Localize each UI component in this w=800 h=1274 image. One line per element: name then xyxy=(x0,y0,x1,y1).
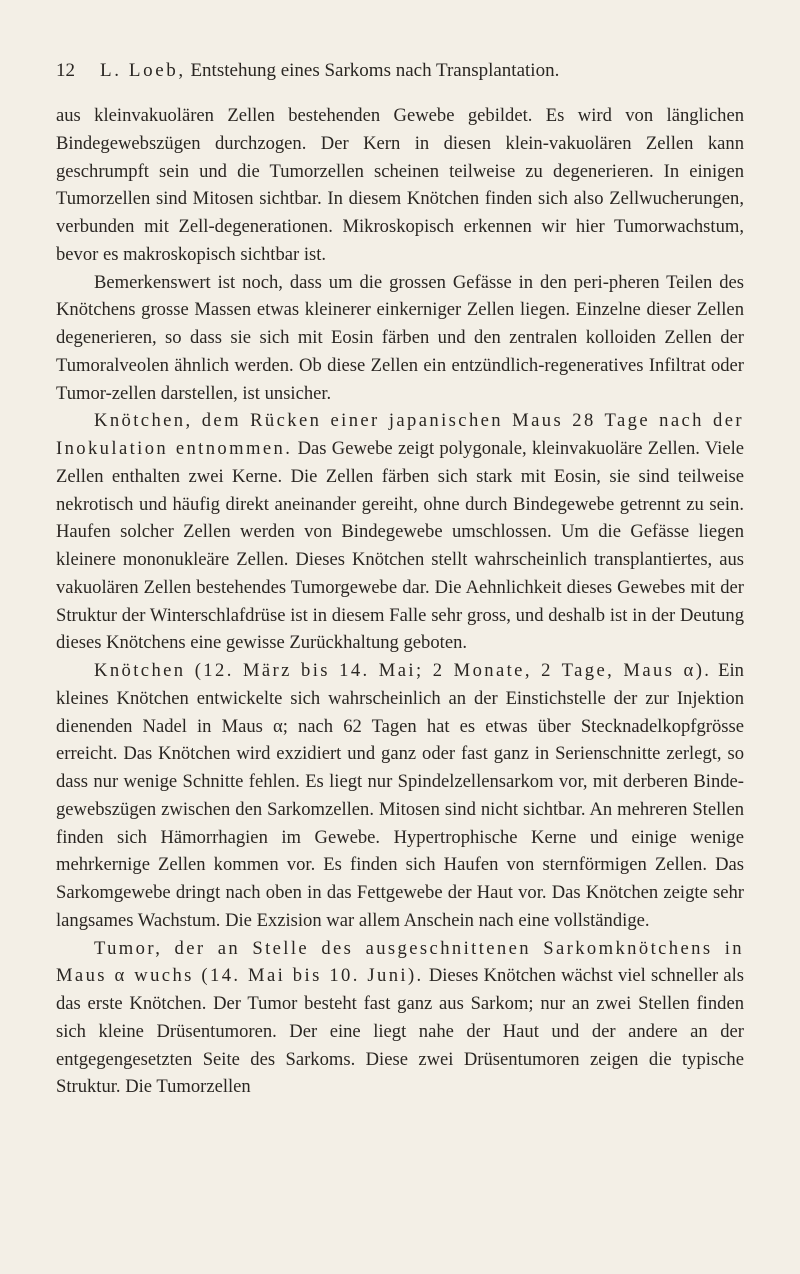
paragraph-text: aus kleinvakuolären Zellen bestehenden Gewebe gebildet. Es wird von länglichen Bindegewebszügen durchzogen. Der Kern in diesen klein-vakuolären Zellen kann geschrumpft sein und die Tumorzellen scheinen teilweise zu degenerieren. In einigen Tumorzellen sind Mitosen sichtbar. In diesem Knötchen finden sich also Zellwucherungen, verbunden mit Zell-degenerationen. Mikroskopisch erkennen wir hier Tumorwachstum, bevor es makroskopisch sichtbar ist. xyxy=(56,105,744,265)
paragraph-lead: Knötchen (12. März bis 14. Mai; 2 Monate, 2 Tage, Maus α). xyxy=(94,660,712,681)
paragraph-2 xyxy=(56,269,744,408)
running-title xyxy=(100,58,744,84)
article-title: Entstehung eines Sarkoms nach Transplantation. xyxy=(190,60,560,81)
paragraph-text: Das Gewebe zeigt polygonale, kleinvakuoläre Zellen. Viele Zellen enthalten zwei Kerne. Die Zellen färben sich stark mit Eosin, sie sind teilweise nekrotisch und häufig direkt aneinander gereiht, ohne durch Bindegewebe getrennt zu sein. Haufen solcher Zellen werden von Bindegewebe umschlossen. Um die Gefässe liegen kleinere mononukleäre Zellen. Dieses Knötchen stellt wahrscheinlich transplantiertes, aus vakuolären Zellen bestehendes Tumorgewebe dar. Die Aehnlichkeit dieses Gewebes mit der Struktur der Winterschlafdrüse ist in diesem Falle sehr gross, und deshalb ist in der Deutung dieses Knötchens eine gewisse Zurückhaltung geboten. xyxy=(56,438,745,654)
paragraph-text: Ein kleines Knötchen entwickelte sich wahrscheinlich an der Einstichstelle der zur Injektion dienenden Nadel in Maus α; nach 62 Tagen hat es etwas über Stecknadelkopfgrösse erreicht. Das Knötchen wird exzidiert und ganz oder fast ganz in Serienschnitte zerlegt, so dass nur wenige Schnitte fehlen. Es liegt nur Spindelzellensarkom vor, mit derberen Binde-gewebszügen zwischen den Sarkomzellen. Mitosen sind nicht sichtbar. An mehreren Stellen finden sich Hämorrhagien im Gewebe. Hypertrophische Kerne und einige wenige mehrkernige Zellen kommen vor. Es finden sich Haufen von sternförmigen Zellen. Das Sarkomgewebe dringt nach oben in das Fettgewebe der Haut vor. Das Knötchen zeigte sehr langsames Wachstum. Die Exzision war allem Anschein nach eine vollständige. xyxy=(56,660,744,931)
page-number: 12 xyxy=(56,60,75,81)
paragraph-4 xyxy=(56,657,744,935)
paragraph-5 xyxy=(56,935,744,1102)
running-head xyxy=(56,58,744,84)
paragraph-1 xyxy=(56,102,744,269)
body-text xyxy=(56,102,744,1101)
paragraph-text: Dieses Knötchen wächst viel schneller als das erste Knötchen. Der Tumor besteht fast ganz aus Sarkom; nur an zwei Stellen finden sich kleine Drüsentumoren. Der eine liegt nahe der Haut und der andere an der entgegengesetzten Seite des Sarkoms. Diese zwei Drüsentumoren zeigen die typische Struktur. Die Tumorzellen xyxy=(56,965,745,1098)
author-name: L. Loeb, xyxy=(100,60,186,81)
paragraph-lead: Tumor, der an Stelle des ausgeschnittenen Sarkomknötchens in Maus α wuchs (14. Mai bis 10. Juni). xyxy=(56,937,744,987)
paragraph-lead: Knötchen, dem Rücken einer japanischen Maus 28 Tage nach der Inokulation entnommen. xyxy=(56,410,744,459)
paragraph-3 xyxy=(56,407,744,657)
paragraph-text: Bemerkenswert ist noch, dass um die grossen Gefässe in den peri-pheren Teilen des Knötchens grosse Massen etwas kleinerer einkerniger Zellen liegen. Einzelne dieser Zellen degenerieren, so dass sie sich mit Eosin färben und den zentralen kolloiden Zellen der Tumoralveolen ähnlich werden. Ob diese Zellen ein entzündlich-regeneratives Infiltrat oder Tumor-zellen darstellen, ist unsicher. xyxy=(56,271,744,404)
